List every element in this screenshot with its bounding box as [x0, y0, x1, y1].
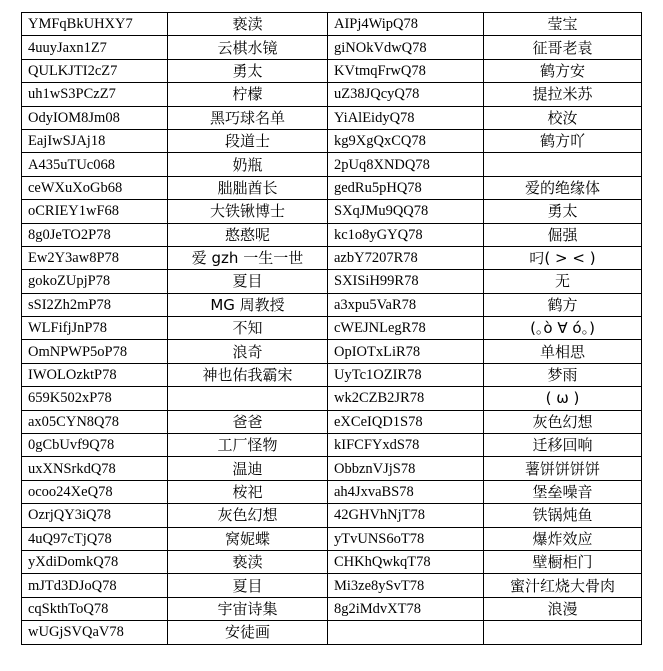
- table-row: [22, 129, 642, 152]
- left-code-cell: ceWXuXoGb68: [22, 176, 168, 199]
- left-code-cell: IWOLOzktP78: [22, 363, 168, 386]
- right-name-cell: 壁橱柜门: [484, 550, 642, 573]
- left-name-cell: 奶瓶: [168, 153, 328, 176]
- right-code-cell: kIFCFYxdS78: [328, 434, 484, 457]
- right-name-cell: 莹宝: [484, 13, 642, 36]
- table-row: [22, 480, 642, 503]
- table-row: [22, 176, 642, 199]
- table-row: [22, 410, 642, 433]
- left-code-cell: 0gCbUvf9Q78: [22, 434, 168, 457]
- table-row: [22, 59, 642, 82]
- right-name-cell: 勇太: [484, 200, 642, 223]
- left-name-cell: 灰色幻想: [168, 504, 328, 527]
- right-code-cell: azbY7207R78: [328, 246, 484, 269]
- table-row: [22, 574, 642, 597]
- table-row: [22, 83, 642, 106]
- right-name-cell: 堡垒噪音: [484, 480, 642, 503]
- right-name-cell: 灰色幻想: [484, 410, 642, 433]
- right-name-cell: 鹤方吖: [484, 129, 642, 152]
- left-code-cell: mJTd3DJoQ78: [22, 574, 168, 597]
- left-code-cell: YMFqBkUHXY7: [22, 13, 168, 36]
- left-name-cell: MG 周教授: [168, 293, 328, 316]
- right-name-cell: 爱的绝缘体: [484, 176, 642, 199]
- table-row: [22, 36, 642, 59]
- right-name-cell: 提拉米苏: [484, 83, 642, 106]
- right-name-cell: 蜜汁红烧大骨肉: [484, 574, 642, 597]
- right-name-cell: [484, 153, 642, 176]
- table-row: [22, 597, 642, 620]
- right-code-cell: ObbznVJjS78: [328, 457, 484, 480]
- left-name-cell: 胐胐酋长: [168, 176, 328, 199]
- left-name-cell: 桉祀: [168, 480, 328, 503]
- table-row: [22, 153, 642, 176]
- left-name-cell: 窝妮蝶: [168, 527, 328, 550]
- left-name-cell: 段道士: [168, 129, 328, 152]
- table-row: [22, 527, 642, 550]
- table-row: [22, 317, 642, 340]
- right-code-cell: SXISiH99R78: [328, 270, 484, 293]
- left-name-cell: 工厂怪物: [168, 434, 328, 457]
- table-row: [22, 363, 642, 386]
- left-name-cell: 爸爸: [168, 410, 328, 433]
- left-name-cell: 夏目: [168, 270, 328, 293]
- right-code-cell: AIPj4WipQ78: [328, 13, 484, 36]
- left-code-cell: EajIwSJAj18: [22, 129, 168, 152]
- right-code-cell: wk2CZB2JR78: [328, 387, 484, 410]
- right-code-cell: kg9XgQxCQ78: [328, 129, 484, 152]
- table-row: [22, 457, 642, 480]
- right-code-cell: 2pUq8XNDQ78: [328, 153, 484, 176]
- left-name-cell: 夏目: [168, 574, 328, 597]
- right-code-cell: [328, 621, 484, 644]
- left-name-cell: 云棋水镜: [168, 36, 328, 59]
- right-code-cell: a3xpu5VaR78: [328, 293, 484, 316]
- left-name-cell: 不知: [168, 317, 328, 340]
- left-name-cell: 爱 gzh 一生一世: [168, 246, 328, 269]
- left-code-cell: QULKJTI2cZ7: [22, 59, 168, 82]
- left-code-cell: yXdiDomkQ78: [22, 550, 168, 573]
- left-code-cell: A435uTUc068: [22, 153, 168, 176]
- left-code-cell: 4uQ97cTjQ78: [22, 527, 168, 550]
- left-code-cell: cqSkthToQ78: [22, 597, 168, 620]
- left-code-cell: wUGjSVQaV78: [22, 621, 168, 644]
- right-code-cell: kc1o8yGYQ78: [328, 223, 484, 246]
- left-code-cell: OmNPWP5oP78: [22, 340, 168, 363]
- table-row: [22, 504, 642, 527]
- right-name-cell: 铁锅炖鱼: [484, 504, 642, 527]
- right-code-cell: OpIOTxLiR78: [328, 340, 484, 363]
- right-code-cell: cWEJNLegR78: [328, 317, 484, 340]
- left-code-cell: OdyIOM8Jm08: [22, 106, 168, 129]
- right-code-cell: gedRu5pHQ78: [328, 176, 484, 199]
- right-name-cell: 单相思: [484, 340, 642, 363]
- table-row: [22, 223, 642, 246]
- left-code-cell: 8g0JeTO2P78: [22, 223, 168, 246]
- left-code-cell: sSI2Zh2mP78: [22, 293, 168, 316]
- left-name-cell: 温迪: [168, 457, 328, 480]
- right-name-cell: 征哥老袁: [484, 36, 642, 59]
- table-row: [22, 13, 642, 36]
- right-code-cell: uZ38JQcyQ78: [328, 83, 484, 106]
- left-code-cell: gokoZUpjP78: [22, 270, 168, 293]
- left-code-cell: ocoo24XeQ78: [22, 480, 168, 503]
- left-name-cell: 大铁锹博士: [168, 200, 328, 223]
- right-name-cell: 倔强: [484, 223, 642, 246]
- table-row: [22, 106, 642, 129]
- left-code-cell: uxXNSrkdQ78: [22, 457, 168, 480]
- right-name-cell: ( ω ): [484, 387, 642, 410]
- left-name-cell: 亵渎: [168, 550, 328, 573]
- left-name-cell: [168, 387, 328, 410]
- left-code-cell: oCRIEY1wF68: [22, 200, 168, 223]
- table-row: [22, 621, 642, 644]
- left-name-cell: 神也佑我霸宋: [168, 363, 328, 386]
- table-row: [22, 293, 642, 316]
- right-code-cell: 42GHVhNjT78: [328, 504, 484, 527]
- table-body: [22, 13, 642, 645]
- right-name-cell: 鹤方: [484, 293, 642, 316]
- code-name-table: [21, 12, 642, 645]
- table-row: [22, 387, 642, 410]
- right-name-cell: [484, 621, 642, 644]
- right-code-cell: CHKhQwkqT78: [328, 550, 484, 573]
- left-name-cell: 柠檬: [168, 83, 328, 106]
- left-code-cell: WLFifjJnP78: [22, 317, 168, 340]
- left-code-cell: ax05CYN8Q78: [22, 410, 168, 433]
- table-row: [22, 550, 642, 573]
- right-code-cell: giNOkVdwQ78: [328, 36, 484, 59]
- left-code-cell: 4uuyJaxn1Z7: [22, 36, 168, 59]
- right-code-cell: yTvUNS6oT78: [328, 527, 484, 550]
- right-name-cell: (｡ò ∀ ó｡): [484, 317, 642, 340]
- right-name-cell: 梦雨: [484, 363, 642, 386]
- left-name-cell: 亵渎: [168, 13, 328, 36]
- left-name-cell: 浪奇: [168, 340, 328, 363]
- left-code-cell: uh1wS3PCzZ7: [22, 83, 168, 106]
- right-name-cell: 浪漫: [484, 597, 642, 620]
- right-name-cell: 迁移回响: [484, 434, 642, 457]
- right-name-cell: 校汝: [484, 106, 642, 129]
- left-name-cell: 宇宙诗集: [168, 597, 328, 620]
- right-name-cell: 鹤方安: [484, 59, 642, 82]
- table-row: [22, 340, 642, 363]
- right-code-cell: YiAlEidyQ78: [328, 106, 484, 129]
- right-name-cell: 无: [484, 270, 642, 293]
- table-row: [22, 434, 642, 457]
- left-name-cell: 黑巧球名单: [168, 106, 328, 129]
- right-code-cell: 8g2iMdvXT78: [328, 597, 484, 620]
- table-row: [22, 270, 642, 293]
- left-name-cell: 勇太: [168, 59, 328, 82]
- right-name-cell: 爆炸效应: [484, 527, 642, 550]
- left-code-cell: OzrjQY3iQ78: [22, 504, 168, 527]
- right-name-cell: 薯饼饼饼饼: [484, 457, 642, 480]
- table-row: [22, 200, 642, 223]
- right-code-cell: SXqJMu9QQ78: [328, 200, 484, 223]
- left-code-cell: Ew2Y3aw8P78: [22, 246, 168, 269]
- right-code-cell: Mi3ze8ySvT78: [328, 574, 484, 597]
- right-code-cell: UyTc1OZIR78: [328, 363, 484, 386]
- right-code-cell: ah4JxvaBS78: [328, 480, 484, 503]
- table-row: [22, 246, 642, 269]
- left-code-cell: 659K502xP78: [22, 387, 168, 410]
- left-name-cell: 憨憨呢: [168, 223, 328, 246]
- right-code-cell: KVtmqFrwQ78: [328, 59, 484, 82]
- right-name-cell: 叼( > < ): [484, 246, 642, 269]
- left-name-cell: 安徒画: [168, 621, 328, 644]
- right-code-cell: eXCeIQD1S78: [328, 410, 484, 433]
